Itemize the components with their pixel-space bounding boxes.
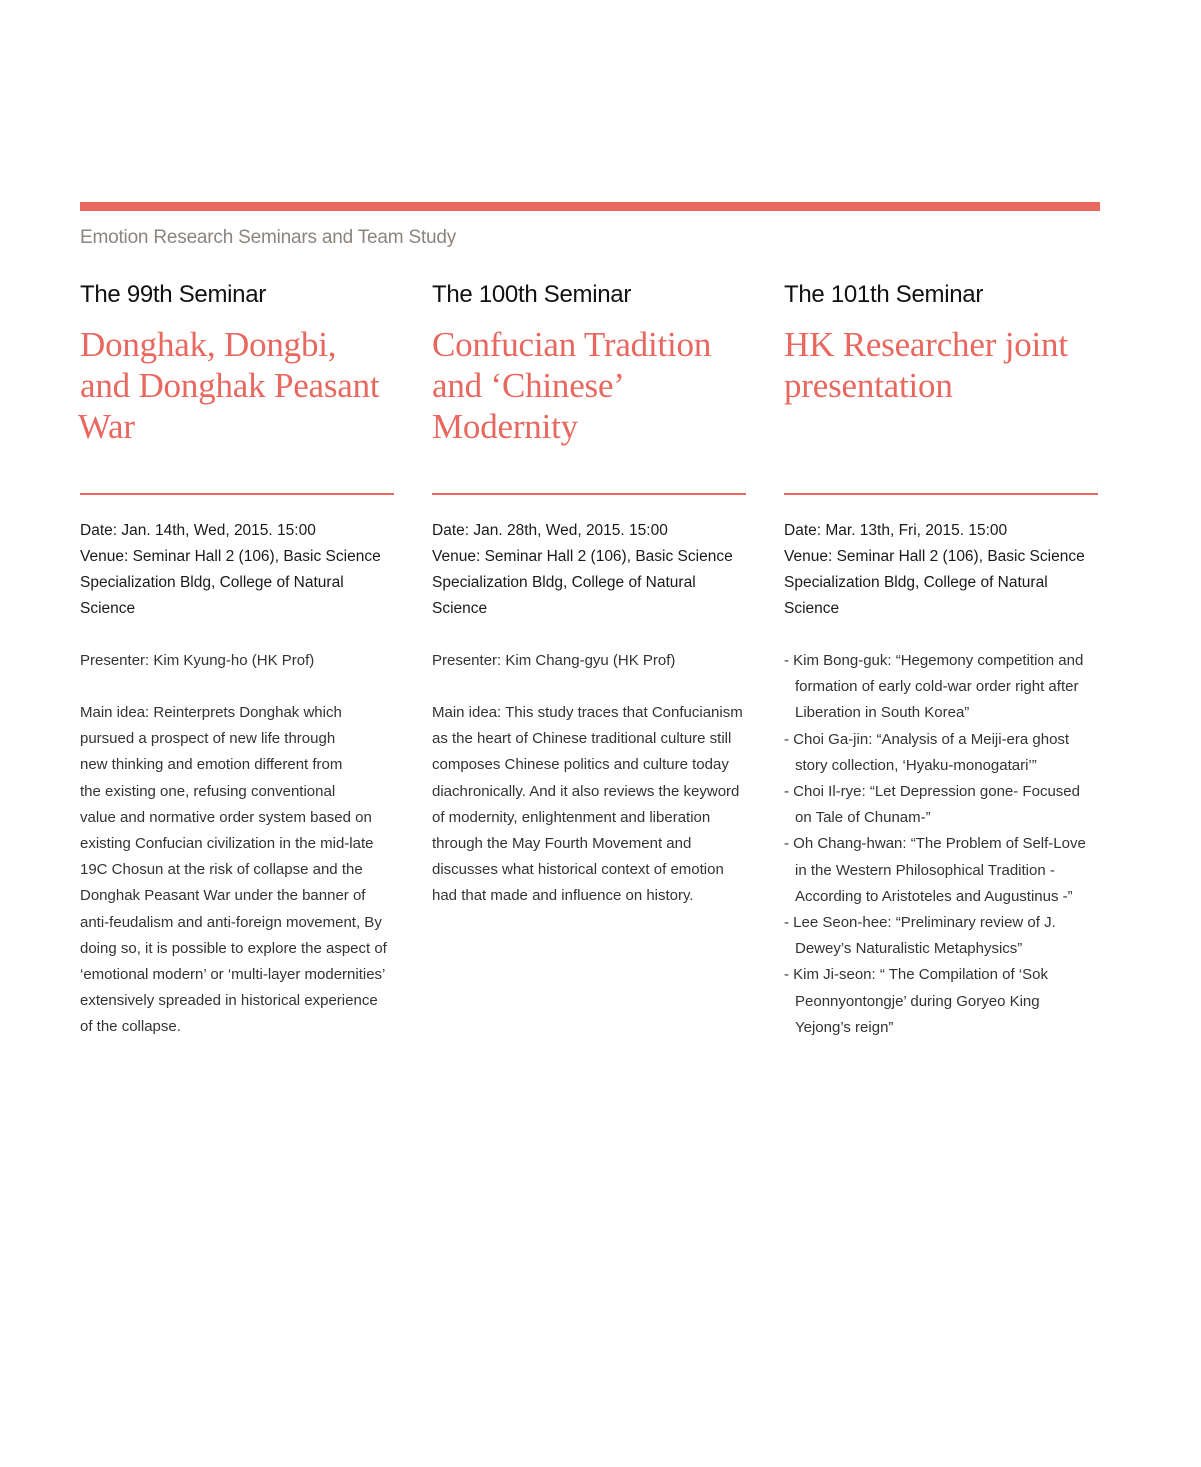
- talk-line: - Kim Bong-guk: “Hegemony competition and: [784, 652, 1084, 669]
- seminar-presenter: Presenter: Kim Chang-gyu (HK Prof): [432, 652, 676, 669]
- main-idea-line: existing Confucian civilization in the mid-late: [80, 835, 374, 853]
- main-idea-line: the existing one, refusing conventional: [80, 782, 336, 800]
- seminar-title-line: Confucian Tradition: [432, 325, 712, 364]
- seminar-date: Date: Jan. 14th, Wed, 2015. 15:00: [80, 522, 316, 539]
- seminar-divider: [784, 493, 1098, 495]
- seminar-venue-line: Specialization Bldg, College of Natural: [784, 574, 1048, 591]
- seminar-title: [784, 324, 1104, 474]
- main-idea-line: Main idea: This study traces that Confucianism: [432, 704, 743, 721]
- main-idea-line: had that made and influence on history.: [432, 887, 694, 905]
- seminar-number: The 99th Seminar: [80, 281, 266, 308]
- seminar-date: Date: Jan. 28th, Wed, 2015. 15:00: [432, 522, 668, 539]
- list-item: [784, 910, 1104, 962]
- seminar-title-line: War: [78, 407, 135, 446]
- seminar-main-idea: [80, 700, 400, 1041]
- main-idea-line: through the May Fourth Movement and: [432, 835, 692, 853]
- talk-line: - Oh Chang-hwan: “The Problem of Self-Love: [784, 835, 1086, 853]
- talk-line: - Lee Seon-hee: “Preliminary review of J.: [784, 914, 1056, 932]
- seminar-title-line: presentation: [784, 366, 953, 405]
- seminar-column-100: [432, 280, 752, 910]
- talk-line: Peonnyontongje’ during Goryeo King: [795, 992, 1040, 1010]
- seminar-column-101: [784, 280, 1104, 1041]
- seminar-venue-line: Science: [784, 600, 840, 617]
- seminar-title-line: HK Researcher joint: [784, 325, 1068, 364]
- talk-line: in the Western Philosophical Tradition -: [795, 861, 1055, 879]
- seminar-title-line: and Donghak Peasant: [80, 366, 380, 405]
- main-idea-line: pursued a prospect of new life through: [80, 730, 336, 748]
- seminar-divider: [432, 493, 746, 495]
- main-idea-line: discusses what historical context of emotion: [432, 861, 724, 879]
- talk-line: Liberation in South Korea”: [795, 704, 970, 722]
- talk-line: - Choi Ga-jin: “Analysis of a Meiji-era ghost: [784, 730, 1070, 748]
- main-idea-line: Donghak Peasant War under the banner of: [80, 887, 366, 905]
- seminar-presenter: Presenter: Kim Kyung-ho (HK Prof): [80, 652, 315, 669]
- talk-line: formation of early cold-war order right after: [795, 678, 1079, 696]
- talk-line: on Tale of Chunam-”: [795, 809, 931, 827]
- main-idea-line: of the collapse.: [80, 1018, 181, 1036]
- main-idea-line: value and normative order system based on: [80, 808, 372, 826]
- seminar-venue-line: Venue: Seminar Hall 2 (106), Basic Science: [784, 548, 1085, 565]
- seminar-venue-line: Venue: Seminar Hall 2 (106), Basic Science: [80, 548, 381, 565]
- seminar-title-line: Modernity: [432, 407, 578, 446]
- seminar-venue-line: Science: [80, 600, 136, 617]
- seminar-number: The 101th Seminar: [784, 281, 984, 308]
- main-idea-line: diachronically. And it also reviews the keyword: [432, 782, 740, 800]
- seminar-title-line: and ‘Chinese’: [432, 366, 625, 405]
- seminar-info: [432, 518, 752, 622]
- seminar-info: [784, 518, 1104, 622]
- main-idea-line: ‘emotional modern’ or ‘multi-layer modernities’: [80, 966, 386, 984]
- seminar-divider: [80, 493, 394, 495]
- top-accent-rule: [80, 202, 1100, 211]
- seminar-number: The 100th Seminar: [432, 281, 632, 308]
- main-idea-line: 19C Chosun at the risk of collapse and the: [80, 861, 363, 879]
- talk-line: According to Aristoteles and Augustinus -”: [795, 887, 1073, 905]
- talk-line: Yejong’s reign”: [795, 1018, 894, 1036]
- seminar-venue-line: Science: [432, 600, 488, 617]
- main-idea-line: extensively spreaded in historical experience: [80, 992, 378, 1010]
- main-idea-line: new thinking and emotion different from: [80, 756, 343, 774]
- seminar-title: [432, 324, 752, 474]
- main-idea-line: doing so, it is possible to explore the aspect of: [80, 939, 387, 957]
- main-idea-line: of modernity, enlightenment and liberation: [432, 808, 711, 826]
- list-item: [784, 727, 1104, 779]
- list-item: [784, 779, 1104, 831]
- seminar-main-idea: [432, 700, 752, 910]
- talk-line: - Kim Ji-seon: “ The Compilation of ‘Sok: [784, 966, 1048, 984]
- seminar-column-99: [80, 280, 400, 1041]
- talk-line: Dewey’s Naturalistic Metaphysics”: [795, 940, 1023, 958]
- section-title: Emotion Research Seminars and Team Study: [80, 227, 457, 248]
- seminar-info: [80, 518, 400, 622]
- main-idea-line: as the heart of Chinese traditional culture still: [432, 730, 732, 748]
- seminar-title-line: Donghak, Dongbi,: [80, 325, 337, 364]
- seminar-venue-line: Venue: Seminar Hall 2 (106), Basic Science: [432, 548, 733, 565]
- talk-line: - Choi Il-rye: “Let Depression gone- Focused: [784, 783, 1080, 801]
- seminar-title: [80, 324, 400, 474]
- main-idea-line: Main idea: Reinterprets Donghak which: [80, 704, 342, 721]
- list-item: [784, 831, 1104, 910]
- list-item: [784, 648, 1104, 727]
- seminar-venue-line: Specialization Bldg, College of Natural: [432, 574, 696, 591]
- seminar-date: Date: Mar. 13th, Fri, 2015. 15:00: [784, 522, 1008, 539]
- talk-line: story collection, ‘Hyaku-monogatari’”: [795, 756, 1037, 774]
- seminar-venue-line: Specialization Bldg, College of Natural: [80, 574, 344, 591]
- main-idea-line: composes Chinese politics and culture today: [432, 756, 729, 774]
- main-idea-line: anti-feudalism and anti-foreign movement, By: [80, 913, 382, 931]
- list-item: [784, 962, 1104, 1041]
- presentation-list: [784, 648, 1104, 1041]
